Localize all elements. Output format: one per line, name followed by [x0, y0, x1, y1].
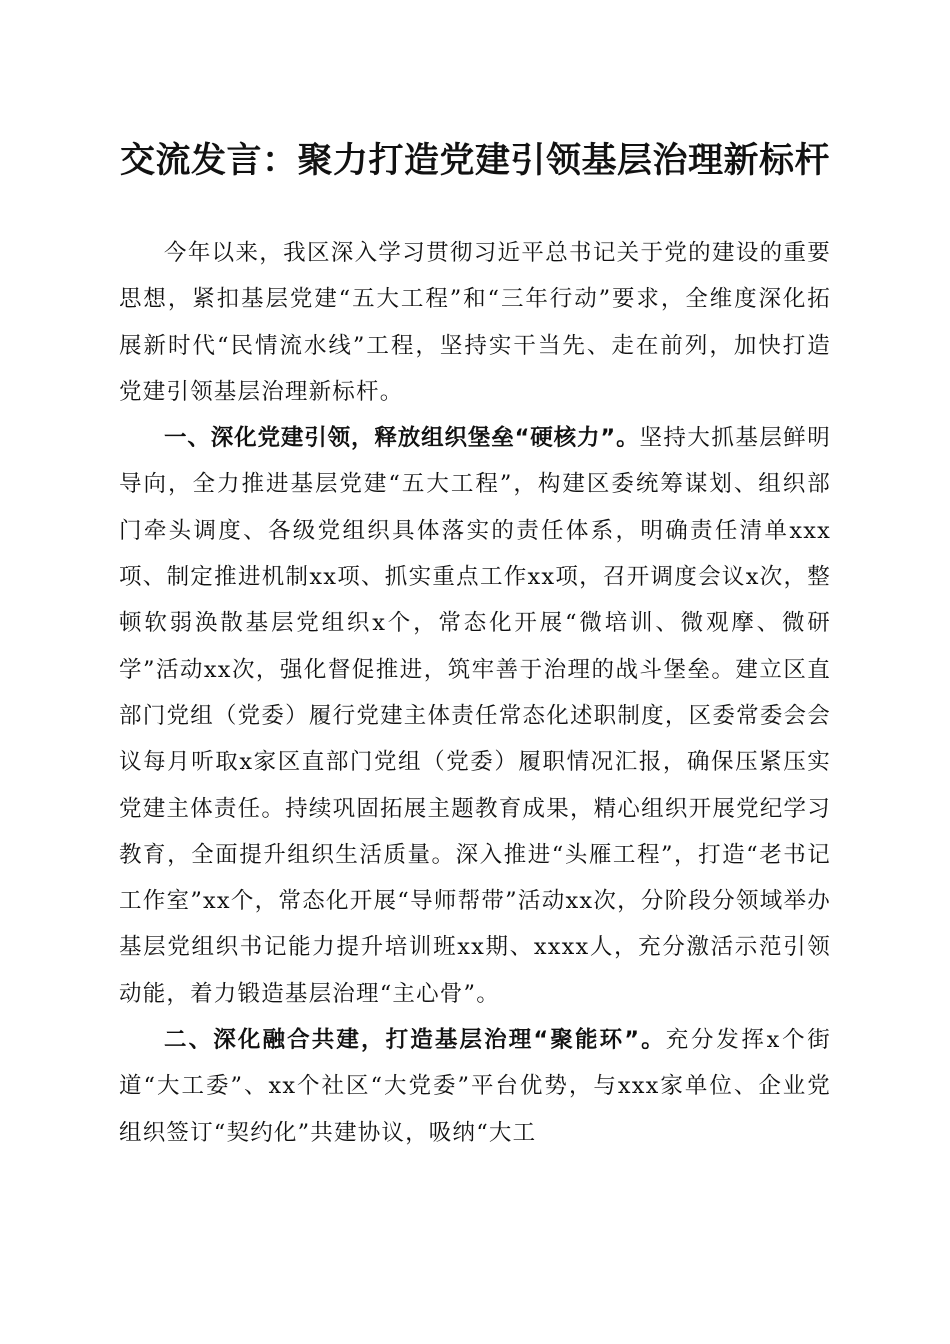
- document-body: [119, 230, 831, 1156]
- section-one-text: 坚持大抓基层鲜明导向，全力推进基层党建“五大工程”，构建区委统筹谋划、组织部门牵头调度、各级党组织具体落实的责任体系，明确责任清单xxx项、制定推进机制xx项、抓实重点工作xx项，召开调度会议x次，整顿软弱涣散基层党组织x个，常态化开展“微培训、微观摩、微研学”活动xx次，强化督促推进，筑牢善于治理的战斗堡垒。建立区直部门党组（党委）履行党建主体责任常态化述职制度，区委常委会会议每月听取x家区直部门党组（党委）履职情况汇报，确保压紧压实党建主体责任。持续巩固拓展主题教育成果，精心组织开展党纪学习教育，全面提升组织生活质量。深入推进“头雁工程”，打造“老书记工作室”xx个，常态化开展“导师帮带”活动xx次，分阶段分领域举办基层党组织书记能力提升培训班xx期、xxxx人，充分激活示范引领动能，着力锻造基层治理“主心骨”。: [119, 425, 831, 1007]
- intro-paragraph: [119, 230, 831, 415]
- section-two-paragraph: [119, 1017, 831, 1156]
- intro-paragraph-text: 今年以来，我区深入学习贯彻习近平总书记关于党的建设的重要思想，紧扣基层党建“五大工程”和“三年行动”要求，全维度深化拓展新时代“民情流水线”工程，坚持实干当先、走在前列，加快打造党建引领基层治理新标杆。: [119, 240, 831, 405]
- section-two-text: 充分发挥x个街道“大工委”、xx个社区“大党委”平台优势，与xxx家单位、企业党组织签订“契约化”共建协议，吸纳“大工: [119, 1027, 831, 1146]
- section-two-heading: 二、深化融合共建，打造基层治理“聚能环”。: [164, 1027, 666, 1054]
- document-title: 交流发言：聚力打造党建引领基层治理新标杆: [119, 140, 830, 181]
- section-one-paragraph: [119, 415, 831, 1017]
- section-one-heading: 一、深化党建引领，释放组织堡垒“硬核力”。: [164, 425, 640, 452]
